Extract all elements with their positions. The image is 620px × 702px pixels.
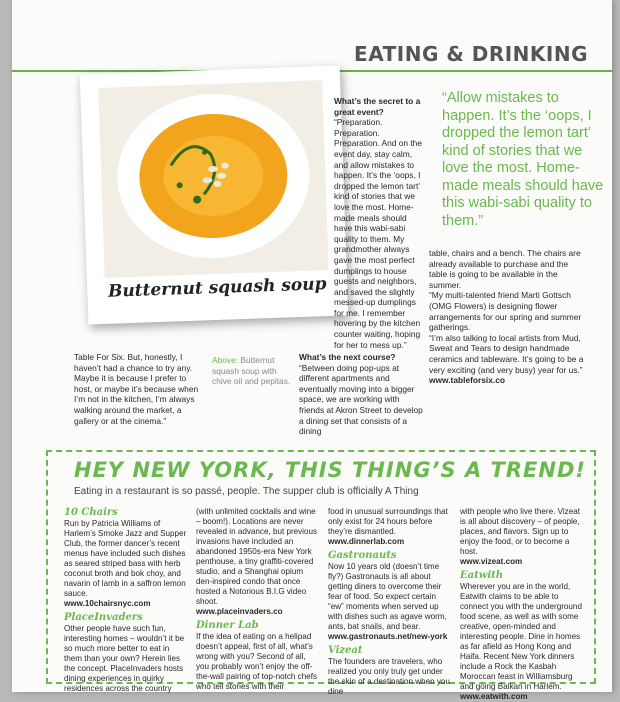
trend-subtitle: Eating in a restaurant is so passé, people. The supper club is officially A Thing (74, 486, 419, 497)
soup-bowl-illustration (98, 80, 328, 278)
heading-placeinvaders: PlaceInvaders (64, 612, 143, 623)
trend-box (46, 450, 596, 701)
section-title: EATING & DRINKING (354, 42, 588, 66)
heading-10-chairs: 10 Chairs (64, 507, 118, 518)
caption-label: Above: (212, 355, 239, 365)
trend-column-3 (328, 504, 451, 697)
answer-next: “Between doing pop-ups at different apartments and eventually moving into a bigger space, we are working with friends at Akron Street to develop a dining set that consists of a dining (299, 362, 423, 437)
right-p1: table, chairs and a bench. The chairs are already available to purchase and the table is going to be available in the summer. (429, 248, 581, 290)
left-text: Table For Six. But, honestly, I haven’t had a chance to try any. Maybe it is because I prefer to host, or maybe it’s because when I’m not in the kitchen, I’m always walking around the market, a gallery or at the cinema.” (74, 352, 199, 426)
text-vizeat: The founders are travelers, who realized you only truly get under the skin of a destination when you dine (328, 657, 450, 696)
text-vizeat-cont: with people who live there. Vizeat is all about discovery – of people, places, and flavors. Sign up to enjoy the food, or to become a host. (460, 507, 580, 556)
text-placeinvaders: Other people have such fun, interesting homes – wouldn’t it be so much more better to eat in them than your own? Herein lies the concept. PlaceInvaders hosts dining experiences in quirky residences across the country (64, 624, 185, 693)
trend-title: HEY NEW YORK, THIS THING’S A TREND! (74, 458, 586, 482)
caption-text: Butternut squash soup with chive oil and pepitas. (212, 355, 291, 387)
trend-column-2 (196, 504, 319, 692)
link-placeinvaders[interactable]: www.placeinvaders.co (196, 607, 283, 616)
pull-quote: “Allow mistakes to happen. It’s the ‘oops, I dropped the lemon tart’ kind of stories that we love the most. Home-made meals should have this wabi-sabi quality to them.” (442, 90, 604, 229)
text-placeinvaders-cont: (with unlimited cocktails and wine – boom!). Locations are never revealed in advance, but previous invasions have included an abandoned 1950s-era New York penthouse, a tiny graffiti-covered studio, and a Shanghai opium den-inspired condo that once hosted a Notorious B.I.G video shoot. (196, 507, 318, 606)
interview-column-right (429, 248, 587, 386)
link-10-chairs[interactable]: www.10chairsnyc.com (64, 599, 151, 608)
polaroid-photo (80, 66, 349, 325)
heading-vizeat: Vizeat (328, 645, 363, 656)
text-dinner-lab-cont: food in unusual surroundings that only exist for 24 hours before they’re dismantled. (328, 507, 448, 536)
right-p2: “My multi-talented friend Marti Gottsch (OMG Flowers) is designing flower arrangements for our spring and summer gatherings. (429, 290, 582, 333)
question-next: What’s the next course? (299, 352, 396, 362)
heading-eatwith: Eatwith (460, 570, 504, 581)
soup-photo (98, 80, 328, 278)
tableforsix-link[interactable]: www.tableforsix.co (429, 375, 506, 386)
photo-credit-caption (212, 355, 292, 387)
heading-gastronauts: Gastronauts (328, 550, 397, 561)
interview-column-next (299, 352, 423, 437)
text-10-chairs: Run by Patricia Williams of Harlem’s Smoke Jazz and Supper Club, the former dancer’s recent menus have included such dishes as seared striped bass with herb coconut broth and bok choy, and navarin of lamb in a saffron lemon sauce. (64, 519, 187, 598)
answer-secret: “Preparation. Preparation. Preparation. And on the event day, stay calm, and allow mistakes to happen. It’s the ‘oops, I dropped the lemon tart’ kind of stories that we love the most. Home-made meals should have this wabi-sabi quality to them. My grandmother always gave the most perfect dumplings to house guests and neighbors, and saved the slightly messed-up dumplings for me. I remember hovering by the kitchen counter waiting, hoping for her to mess up.” (334, 117, 423, 350)
interview-column-left (74, 352, 200, 426)
link-gastronauts[interactable]: www.gastronauts.net/new-york (328, 632, 448, 641)
text-eatwith: Wherever you are in the world, Eatwith claims to be able to connect you with the underground food scene, as well as with some creative, open-minded and interesting people. Dine in homes as far afield as Hong Kong and Haifa. Recent New York dinners include a Rock the Kasbah Moroccan feast in Williamsburg and going Balkan in Harlem. (460, 582, 582, 691)
trend-column-1 (64, 504, 187, 694)
right-p3: “I’m also talking to local artists from Mud, Sweat and Tears to design handmade ceramics and tableware. It’s going to be a very exciting (and very busy) year for us.” (429, 332, 584, 375)
text-gastronauts: Now 10 years old (doesn’t time fly?) Gastronauts is all about getting diners to overcome their fear of food. So expect certain “ew” moments when served up with dishes such as agave worm, ants, bat snails, and bear. (328, 562, 447, 631)
question-secret: What’s the secret to a great event? (334, 96, 421, 117)
interview-column-mid (334, 96, 422, 350)
trend-column-4 (460, 504, 583, 702)
photo-caption: Butternut squash soup (107, 274, 327, 302)
text-dinner-lab: If the idea of eating on a helipad doesn’t appeal, first of all, what’s wrong with you? Second of all, you probably won’t enjoy the off-the-wall pairing of top-notch chefs who tell stories with their (196, 632, 318, 691)
heading-dinner-lab: Dinner Lab (196, 620, 259, 631)
magazine-page (12, 0, 612, 701)
link-dinner-lab[interactable]: www.dinnerlab.com (328, 537, 405, 546)
link-vizeat[interactable]: www.vizeat.com (460, 557, 523, 566)
link-eatwith[interactable]: www.eatwith.com (460, 692, 528, 701)
